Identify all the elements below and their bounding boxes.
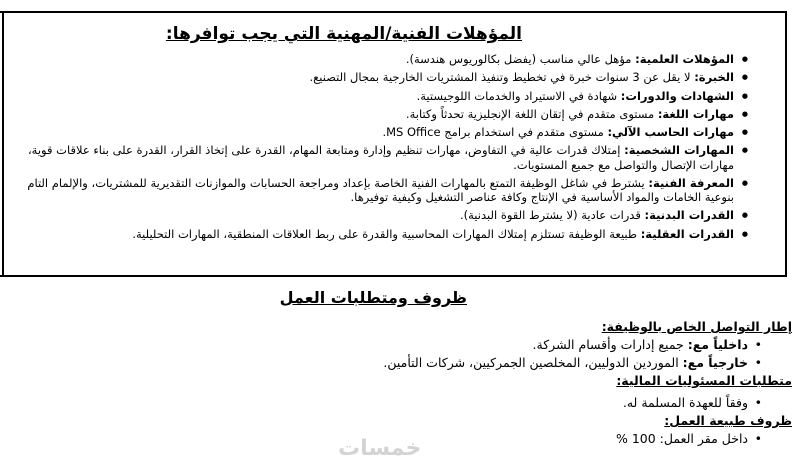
list-item — [18, 125, 748, 139]
item-label: مهارات الحاسب الآلي: — [607, 125, 734, 140]
top-border — [0, 11, 787, 13]
communication-list — [32, 336, 792, 372]
list-item — [32, 336, 792, 354]
conditions-section — [32, 318, 792, 448]
item-label: الشهادات والدورات: — [620, 88, 734, 103]
nature-title: ظروف طبيعة العمل: — [664, 413, 792, 428]
qualifications-list — [18, 52, 748, 245]
external-text: الموردين الدوليين، المخلصين الجمركيين، شركات التأمين. — [383, 355, 683, 370]
list-item — [18, 176, 748, 204]
item-text: مؤهل عالي مناسب (يفضل بكالوريوس هندسة). — [405, 52, 636, 66]
item-text: يشترط في شاغل الوظيفة التمتع بالمهارات الفنية الخاصة بإعداد ومراجعة الحسابات والموازنات التقديرية للمشتريات، والإلمام التام بنوعية الخامات والمواد الأساسية في الإنتاج وكافة عناصر التشغيل وكيفية توفيرها. — [27, 175, 734, 205]
item-label: القدرات العقلية: — [640, 226, 734, 241]
list-item — [18, 143, 748, 171]
item-text: قدرات عادية (لا يشترط القوة البدنية). — [459, 208, 645, 223]
item-text: لا يقل عن 3 سنوات خبرة في تخطيط وتنفيذ المشتريات الخارجية بمجال التصنيع. — [309, 70, 695, 85]
external-label: خارجياً مع: — [682, 355, 748, 370]
item-label: القدرات البدنية: — [644, 208, 734, 223]
internal-label: داخلياً مع: — [687, 337, 748, 352]
item-text: مستوى متقدم في استخدام برامج MS Office. — [382, 125, 608, 140]
list-item: • داخل مقر العمل: 100 % — [32, 430, 792, 448]
item-label: المهارات الشخصية: — [624, 143, 734, 158]
watermark-logo: خمسات — [338, 436, 422, 461]
internal-text: جميع إدارات وأقسام الشركة. — [532, 337, 688, 352]
qualifications-heading: المؤهلات الفنية/المهنية التي يجب توافرها: — [165, 24, 522, 44]
list-item: • وفقاً للعهدة المسلمة له. — [32, 394, 792, 412]
item-text: طبيعة الوظيفة تستلزم إمتلاك المهارات المحاسبية والقدرة على ربط العلاقات المنطقية، المهارات التحليلية. — [132, 226, 641, 241]
list-item — [18, 208, 748, 222]
list-item — [18, 107, 748, 121]
item-text: شهادة في الاستيراد والخدمات اللوجيستية. — [416, 88, 621, 103]
item-label: المؤهلات العلمية: — [635, 52, 734, 66]
right-border — [785, 11, 787, 277]
list-item — [18, 52, 748, 66]
section-divider — [0, 275, 787, 277]
conditions-heading: ظروف ومتطلبات العمل — [279, 288, 467, 307]
item-text: إمتلاك قدرات عالية في التفاوض، مهارات تنظيم وإدارة ومتابعة المهام، القدرة على إتخاذ القرار، القدرة على بناء علاقات قوية، مهارات الإتصال والتواصل مع جميع المستويات. — [27, 143, 734, 172]
left-border — [2, 11, 4, 277]
list-item — [18, 70, 748, 84]
item-label: الخبرة: — [694, 70, 734, 85]
list-item — [32, 354, 792, 372]
item-label: مهارات اللغة: — [657, 106, 734, 121]
financial-title: متطلبات المسئوليات المالية: — [616, 373, 792, 388]
list-item — [18, 227, 748, 241]
financial-list — [32, 394, 792, 412]
item-label: المعرفة الفنية: — [648, 175, 734, 190]
item-text: مستوى متقدم في إتقان اللغة الإنجليزية تحدثاً وكتابة. — [405, 106, 658, 121]
list-item — [18, 89, 748, 103]
communication-title: إطار التواصل الخاص بالوظيفة: — [601, 319, 792, 334]
